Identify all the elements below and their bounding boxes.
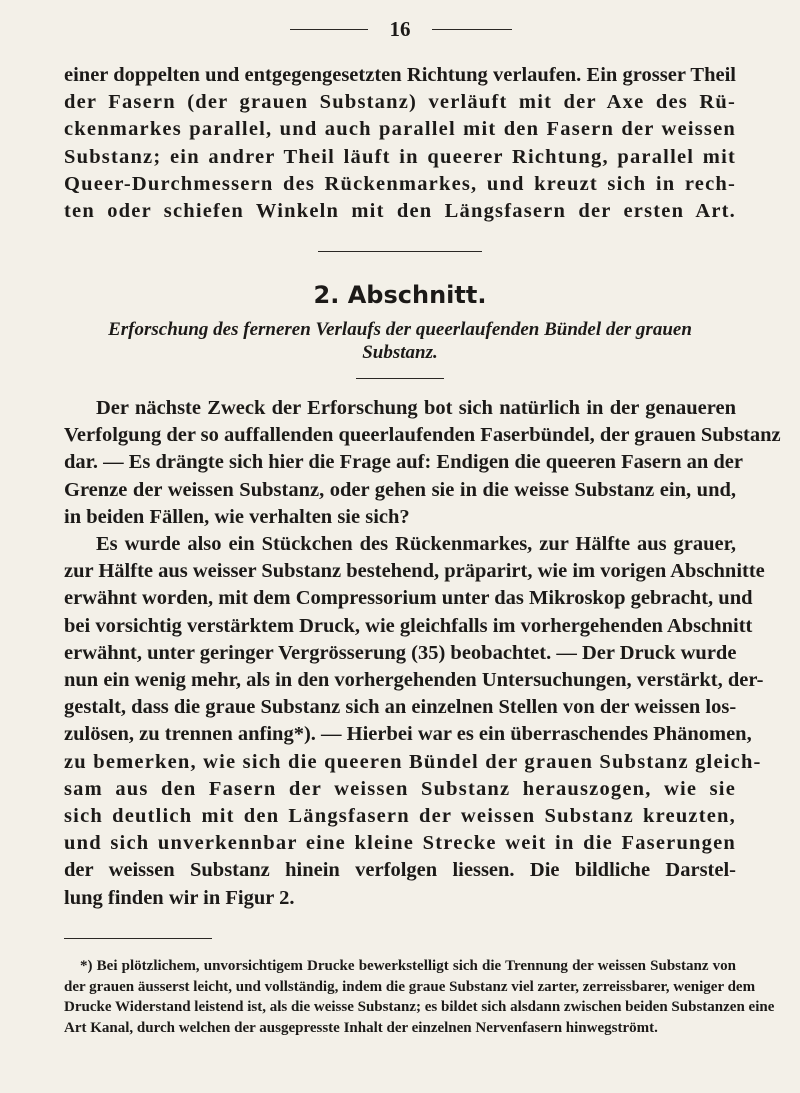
text-line: erwähnt worden, mit dem Compressorium unter das Mikroskop gebracht, und [64,587,753,610]
text-line: nun ein wenig mehr, als in den vorhergehenden Untersuchungen, verstärkt, der- [64,669,764,692]
text-line: lung finden wir in Figur 2. [64,886,295,909]
footnote-line: *) Bei plötzlichem, unvorsichtigem Drucke bewerkstelligt sich die Trennung der weissen Substanz von [80,958,736,974]
text-line: Grenze der weissen Substanz, oder gehen sie in die weisse Substanz ein, und, [64,478,736,501]
paragraph-1 [64,62,736,225]
subtitle-line: Substanz. [362,342,438,363]
page-header [0,16,800,42]
subtitle-line: Erforschung des ferneren Verlaufs der queerlaufenden Bündel der grauen [108,319,692,340]
page-number: 16 [389,17,411,41]
footnote-line: Art Kanal, durch welchen der ausgepresste Inhalt der einzelnen Nervenfasern hinwegströmt. [64,1019,658,1036]
text-line: in beiden Fällen, wie verhalten sie sich? [64,505,410,528]
section-title: 2. Abschnitt. [313,281,487,309]
section-rule-bottom [356,378,444,379]
section-rule-top [318,251,482,252]
text-line: zu bemerken, wie sich die queeren Bündel der grauen Substanz gleich- [64,750,762,773]
text-line: zulösen, zu trennen anfing*). — Hierbei war es ein überraschendes Phänomen, [64,723,752,746]
footnote [64,956,775,1038]
text-line: der Fasern (der grauen Substanz) verläuft mit der Axe des Rü- [64,91,736,114]
paragraph-3 [64,531,765,912]
text-line: gestalt, dass die graue Substanz sich an einzelnen Stellen von der weissen los- [64,696,737,719]
footnote-line: Drucke Widerstand leistend ist, als die weisse Substanz; es bildet sich alsdann zwischen beiden Substanzen eine [64,999,775,1015]
text-line: Queer-Durchmessern des Rückenmarkes, und kreuzt sich in rech- [64,172,736,195]
section-subtitle [64,318,736,364]
footnote-line: der grauen äusserst leicht, und vollständig, indem die graue Substanz viel zarter, zerreissbarer, weniger dem [64,978,756,995]
text-line: Verfolgung der so auffallenden queerlaufenden Faserbündel, der grauen Substanz [64,424,781,447]
text-line: erwähnt, unter geringer Vergrösserung (35) beobachtet. — Der Druck wurde [64,641,737,664]
header-rule-left [290,29,368,30]
text-line: ckenmarkes parallel, und auch parallel mit den Fasern der weissen [64,118,736,141]
text-line: sich deutlich mit den Längsfasern der weissen Substanz kreuzten, [64,805,736,828]
paragraph-2 [64,395,781,531]
text-line: zur Hälfte aus weisser Substanz bestehend, präparirt, wie im vorigen Abschnitte [64,560,765,583]
text-line: der weissen Substanz hinein verfolgen liessen. Die bildliche Darstel- [64,859,736,882]
footnote-rule [64,938,212,939]
text-line: bei vorsichtig verstärktem Druck, wie gleichfalls im vorhergehenden Abschnitt [64,614,753,637]
text-line: Substanz; ein andrer Theil läuft in queerer Richtung, parallel mit [64,145,736,168]
text-line: und sich unverkennbar eine kleine Strecke weit in die Faserungen [64,832,736,855]
text-line: Der nächste Zweck der Erforschung bot sich natürlich in der genaueren [96,397,736,419]
text-line: ten oder schiefen Winkeln mit den Längsfasern der ersten Art. [64,200,736,223]
header-rule-right [432,29,512,30]
text-line: sam aus den Fasern der weissen Substanz herauszogen, wie sie [64,777,736,800]
text-line: Es wurde also ein Stückchen des Rückenmarkes, zur Hälfte aus grauer, [96,533,736,555]
text-line: dar. — Es drängte sich hier die Frage auf: Endigen die queeren Fasern an der [64,451,743,474]
text-line: einer doppelten und entgegengesetzten Richtung verlaufen. Ein grosser Theil [64,64,736,86]
